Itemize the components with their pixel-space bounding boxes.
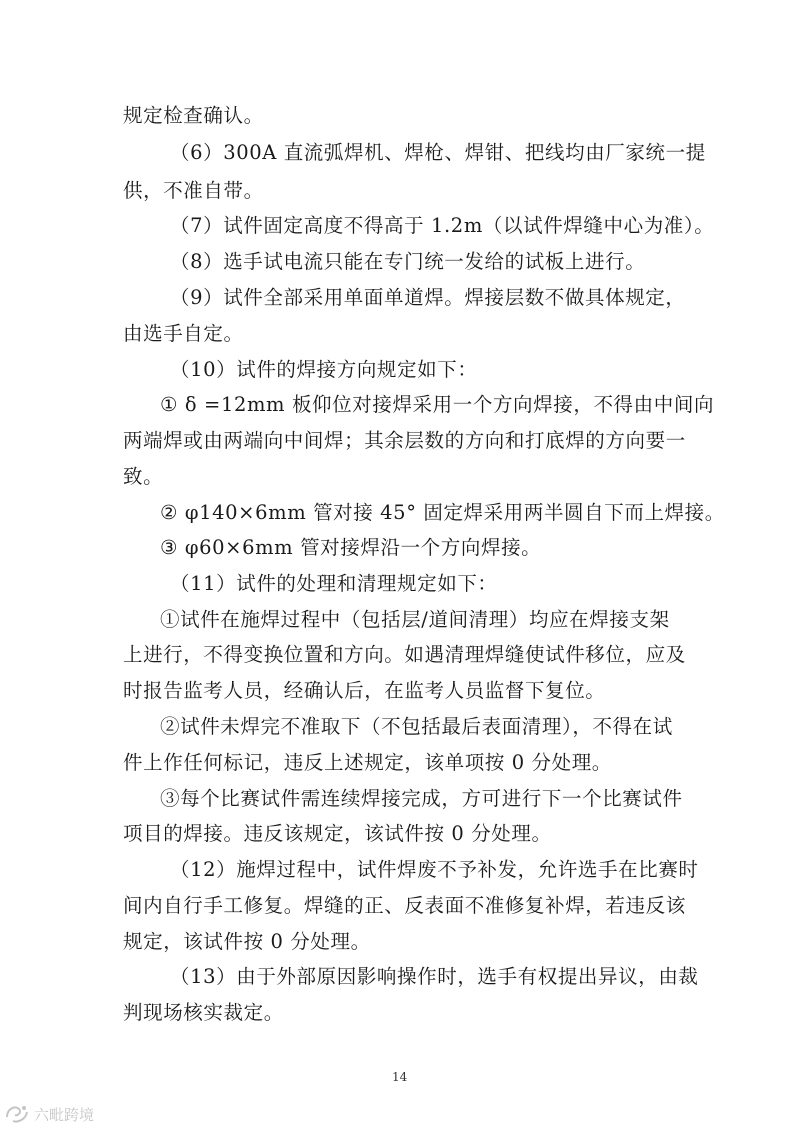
text-line: ②试件未焊完不准取下（不包括最后表面清理），不得在试	[160, 715, 673, 738]
text-line: 两端焊或由两端向中间焊；其余层数的方向和打底焊的方向要一	[123, 429, 686, 452]
text-line: ③ φ60×6mm 管对接焊沿一个方向焊接。	[160, 536, 542, 559]
text-line: 规定检查确认。	[123, 104, 264, 127]
text-line: ③每个比赛试件需连续焊接完成，方可进行下一个比赛试件	[160, 787, 683, 810]
text-line: 项目的焊接。违反该规定，该试件按 0 分处理。	[123, 822, 552, 845]
text-line: ② φ140×6mm 管对接 45° 固定焊采用两半圆自下而上焊接。	[160, 501, 725, 524]
text-line: 判现场核实裁定。	[123, 1001, 284, 1024]
text-line: （11）试件的处理和清理规定如下：	[170, 572, 498, 595]
text-line: 上进行，不得变换位置和方向。如遇清理焊缝使试件移位，应及	[123, 643, 686, 666]
text-line: 供，不准自带。	[123, 179, 264, 202]
text-line: ① δ =12mm 板仰位对接焊采用一个方向焊接，不得由中间向	[160, 393, 715, 416]
text-line: （9）试件全部采用单面单道焊。焊接层数不做具体规定，	[170, 286, 686, 309]
text-line: ①试件在施焊过程中（包括层/道间清理）均应在焊接支架	[160, 608, 670, 631]
watermark-text: 六毗跨境	[34, 1105, 95, 1124]
text-line: 致。	[123, 465, 164, 488]
text-line: （10）试件的焊接方向规定如下：	[170, 358, 478, 381]
text-line: （8）选手试电流只能在专门统一发给的试板上进行。	[170, 250, 646, 273]
page-number: 14	[392, 1070, 408, 1084]
text-line: （6）300A 直流弧焊机、焊枪、焊钳、把线均由厂家统一提	[170, 141, 706, 164]
text-line: （12）施焊过程中，试件焊废不予补发，允许选手在比赛时	[170, 858, 699, 881]
text-line: 间内自行手工修复。焊缝的正、反表面不准修复补焊，若违反该	[123, 894, 686, 917]
text-line: （13）由于外部原因影响操作时，选手有权提出异议，由裁	[170, 965, 699, 988]
brand-logo-icon	[4, 1103, 30, 1125]
text-line: （7）试件固定高度不得高于 1.2m（以试件焊缝中心为准）。	[170, 214, 715, 237]
text-line: 时报告监考人员，经确认后，在监考人员监督下复位。	[123, 679, 606, 702]
text-line: 件上作任何标记，违反上述规定，该单项按 0 分处理。	[123, 751, 612, 774]
text-line: 由选手自定。	[123, 322, 244, 345]
watermark	[4, 1100, 94, 1128]
text-line: 规定，该试件按 0 分处理。	[123, 930, 371, 953]
